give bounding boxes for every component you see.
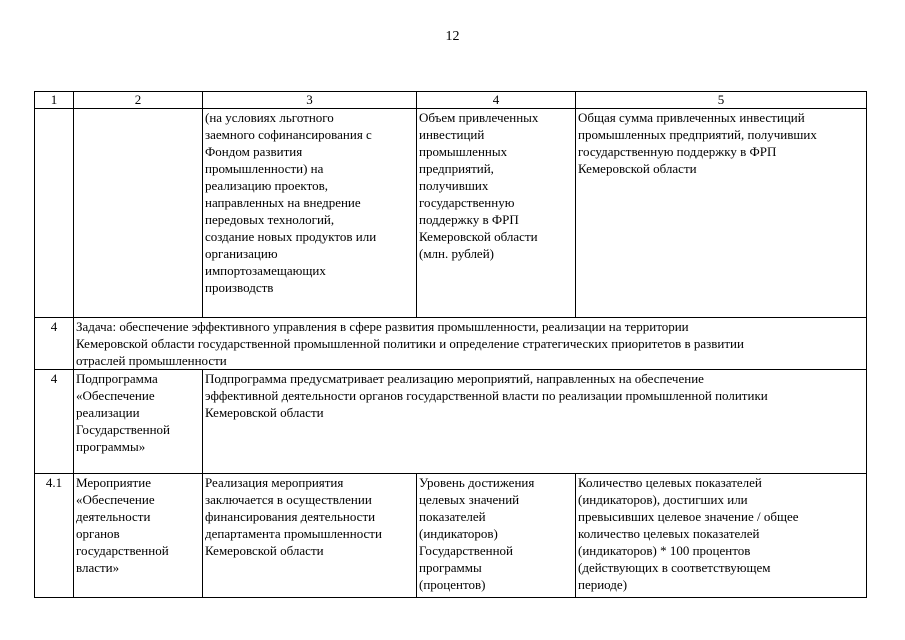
- cell-line: создание новых продуктов или: [205, 229, 377, 244]
- cell-line: Кемеровской области государственной промышленной политики и определение стратегических приоритетов в развитии: [76, 336, 744, 351]
- cell-line: (индикаторов) * 100 процентов: [578, 543, 751, 558]
- page-number: 12: [445, 29, 460, 44]
- cell-line: импортозамещающих: [205, 263, 326, 278]
- measure-desc-cell: [203, 474, 417, 598]
- cell-line: Кемеровской области: [205, 543, 324, 558]
- header-cell: 4: [417, 92, 576, 109]
- cell-line: деятельности: [76, 509, 151, 524]
- cell-line: Кемеровской области: [419, 229, 538, 244]
- cell-line: Общая сумма привлеченных инвестиций: [578, 110, 805, 125]
- cell-line: Уровень достижения: [419, 475, 535, 490]
- table-cell: [417, 109, 576, 318]
- cell-line: превысивших целевое значение / общее: [578, 509, 799, 524]
- cell-line: «Обеспечение: [76, 388, 155, 403]
- cell-line: предприятий,: [419, 161, 494, 176]
- cell-line: государственную: [419, 195, 515, 210]
- cell-line: (индикаторов), достигших или: [578, 492, 748, 507]
- cell-line: государственной: [76, 543, 169, 558]
- cell-line: инвестиций: [419, 127, 485, 142]
- cell-line: промышленных: [419, 144, 508, 159]
- cell-line: эффективной деятельности органов государственной власти по реализации промышленной политики: [205, 388, 768, 403]
- cell-line: Кемеровской области: [205, 405, 324, 420]
- measure-name-cell: [74, 474, 203, 598]
- cell-line: организацию: [205, 246, 278, 261]
- table-header-row: [35, 92, 867, 109]
- cell-line: заключается в осуществлении: [205, 492, 372, 507]
- cell-line: Задача: обеспечение эффективного управления в сфере развития промышленности, реализации на территории: [76, 319, 689, 334]
- row-number: 4: [35, 370, 74, 474]
- cell-line: финансирования деятельности: [205, 509, 376, 524]
- cell-line: власти»: [76, 560, 120, 575]
- header-cell: 1: [35, 92, 74, 109]
- cell-line: Фондом развития: [205, 144, 303, 159]
- cell-line: реализации: [76, 405, 140, 420]
- table-cell: [203, 109, 417, 318]
- cell-line: департамента промышленности: [205, 526, 382, 541]
- header-cell: 5: [576, 92, 867, 109]
- cell-line: количество целевых показателей: [578, 526, 760, 541]
- cell-line: Мероприятие: [76, 475, 151, 490]
- table-row-subprogram: [35, 370, 867, 474]
- cell-line: (процентов): [419, 577, 486, 592]
- cell-line: (на условиях льготного: [205, 110, 334, 125]
- row-number: 4: [35, 318, 74, 370]
- cell-line: (индикаторов): [419, 526, 498, 541]
- cell-line: отраслей промышленности: [76, 353, 227, 368]
- cell-line: Подпрограмма: [76, 371, 158, 386]
- header-cell: 2: [74, 92, 203, 109]
- cell-line: поддержку в ФРП: [419, 212, 519, 227]
- cell-line: государственную поддержку в ФРП: [578, 144, 777, 159]
- cell-line: Государственной: [419, 543, 514, 558]
- cell-line: показателей: [419, 509, 486, 524]
- cell-line: заемного софинансирования с: [205, 127, 372, 142]
- table-row-task: [35, 318, 867, 370]
- table-row-measure: [35, 474, 867, 598]
- subprogram-desc-cell: [203, 370, 867, 474]
- row-number: 4.1: [35, 474, 74, 598]
- cell-line: реализацию проектов,: [205, 178, 328, 193]
- cell-line: промышленных предприятий, получивших: [578, 127, 817, 142]
- cell-line: Объем привлеченных: [419, 110, 539, 125]
- cell-line: Подпрограмма предусматривает реализацию мероприятий, направленных на обеспечение: [205, 371, 704, 386]
- indicator-formula-cell: [576, 474, 867, 598]
- table-cell: [576, 109, 867, 318]
- indicator-name-cell: [417, 474, 576, 598]
- header-cell: 3: [203, 92, 417, 109]
- cell-line: (млн. рублей): [419, 246, 494, 261]
- cell-line: периоде): [578, 577, 628, 592]
- cell-line: промышленности) на: [205, 161, 324, 176]
- cell-line: получивших: [419, 178, 489, 193]
- cell-line: (действующих в соответствующем: [578, 560, 771, 575]
- table-cell: [35, 109, 74, 318]
- indicators-table: [34, 91, 867, 598]
- cell-line: Реализация мероприятия: [205, 475, 344, 490]
- cell-line: программы»: [76, 439, 146, 454]
- cell-line: производств: [205, 280, 274, 295]
- cell-line: Количество целевых показателей: [578, 475, 762, 490]
- task-cell: [74, 318, 867, 370]
- cell-line: программы: [419, 560, 482, 575]
- cell-line: «Обеспечение: [76, 492, 155, 507]
- cell-line: органов: [76, 526, 120, 541]
- table-row: [35, 109, 867, 318]
- cell-line: Государственной: [76, 422, 171, 437]
- cell-line: направленных на внедрение: [205, 195, 361, 210]
- table-cell: [74, 109, 203, 318]
- cell-line: Кемеровской области: [578, 161, 697, 176]
- subprogram-name-cell: [74, 370, 203, 474]
- cell-line: передовых технологий,: [205, 212, 335, 227]
- cell-line: целевых значений: [419, 492, 520, 507]
